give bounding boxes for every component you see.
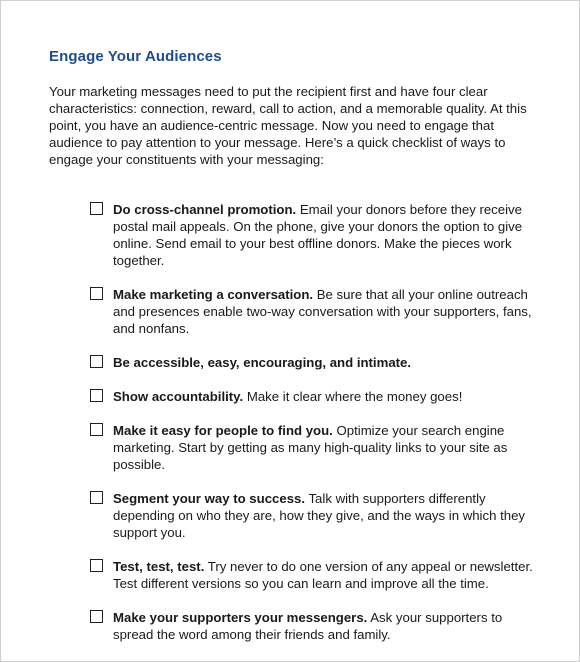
checklist [90,201,540,643]
item-lead: Do cross-channel promotion. [113,202,297,217]
item-lead: Make your supporters your messengers. [113,610,368,625]
item-text: Optimize your search engine marketing. Start by getting as many high-quality links to your site as possible. [113,423,508,472]
checklist-item [90,201,540,269]
item-text: Try never to do one version of any appeal or newsletter. Test different versions so you can learn and improve all the time. [113,559,533,591]
item-text: Talk with supporters differently depending on who they are, how they give, and the ways in which they support you. [113,491,526,540]
checklist-item [90,354,540,371]
checklist-item [90,558,540,592]
item-lead: Show accountability. [113,389,244,404]
item-lead: Segment your way to success. [113,491,306,506]
item-lead: Make it easy for people to find you. [113,423,333,438]
checkbox[interactable] [90,559,103,572]
checklist-item [90,609,540,643]
checkbox[interactable] [90,202,103,215]
page-title: Engage Your Audiences [49,48,222,65]
item-text: Make it clear where the money goes! [246,389,463,404]
checkbox[interactable] [90,389,103,402]
checklist-item [90,286,540,337]
item-lead: Make marketing a conversation. [113,287,314,302]
checklist-item [90,422,540,473]
checkbox[interactable] [90,423,103,436]
checklist-item [90,388,540,405]
item-lead: Be accessible, easy, encouraging, and intimate. [113,355,412,370]
intro-paragraph: Your marketing messages need to put the recipient first and have four clear characteristics: connection, reward, call to action, and a memorable quality. At this point, you have an audience-centric message. Now you need to engage that audience to pay attention to your message. Here’s a quick checklist of ways to engage your constituents with your messaging: [49,84,527,167]
checkbox[interactable] [90,610,103,623]
checkbox[interactable] [90,355,103,368]
item-text: Email your donors before they receive postal mail appeals. On the phone, give your donors the option to give online. Send email to your best offline donors. Make the pieces work together. [113,202,523,268]
checkbox[interactable] [90,491,103,504]
item-text: Ask your supporters to spread the word among their friends and family. [113,610,503,642]
item-text: Be sure that all your online outreach and presences enable two-way conversation with your supporters, fans, and nonfans. [113,287,532,336]
checkbox[interactable] [90,287,103,300]
item-lead: Test, test, test. [113,559,205,574]
checklist-item [90,490,540,541]
